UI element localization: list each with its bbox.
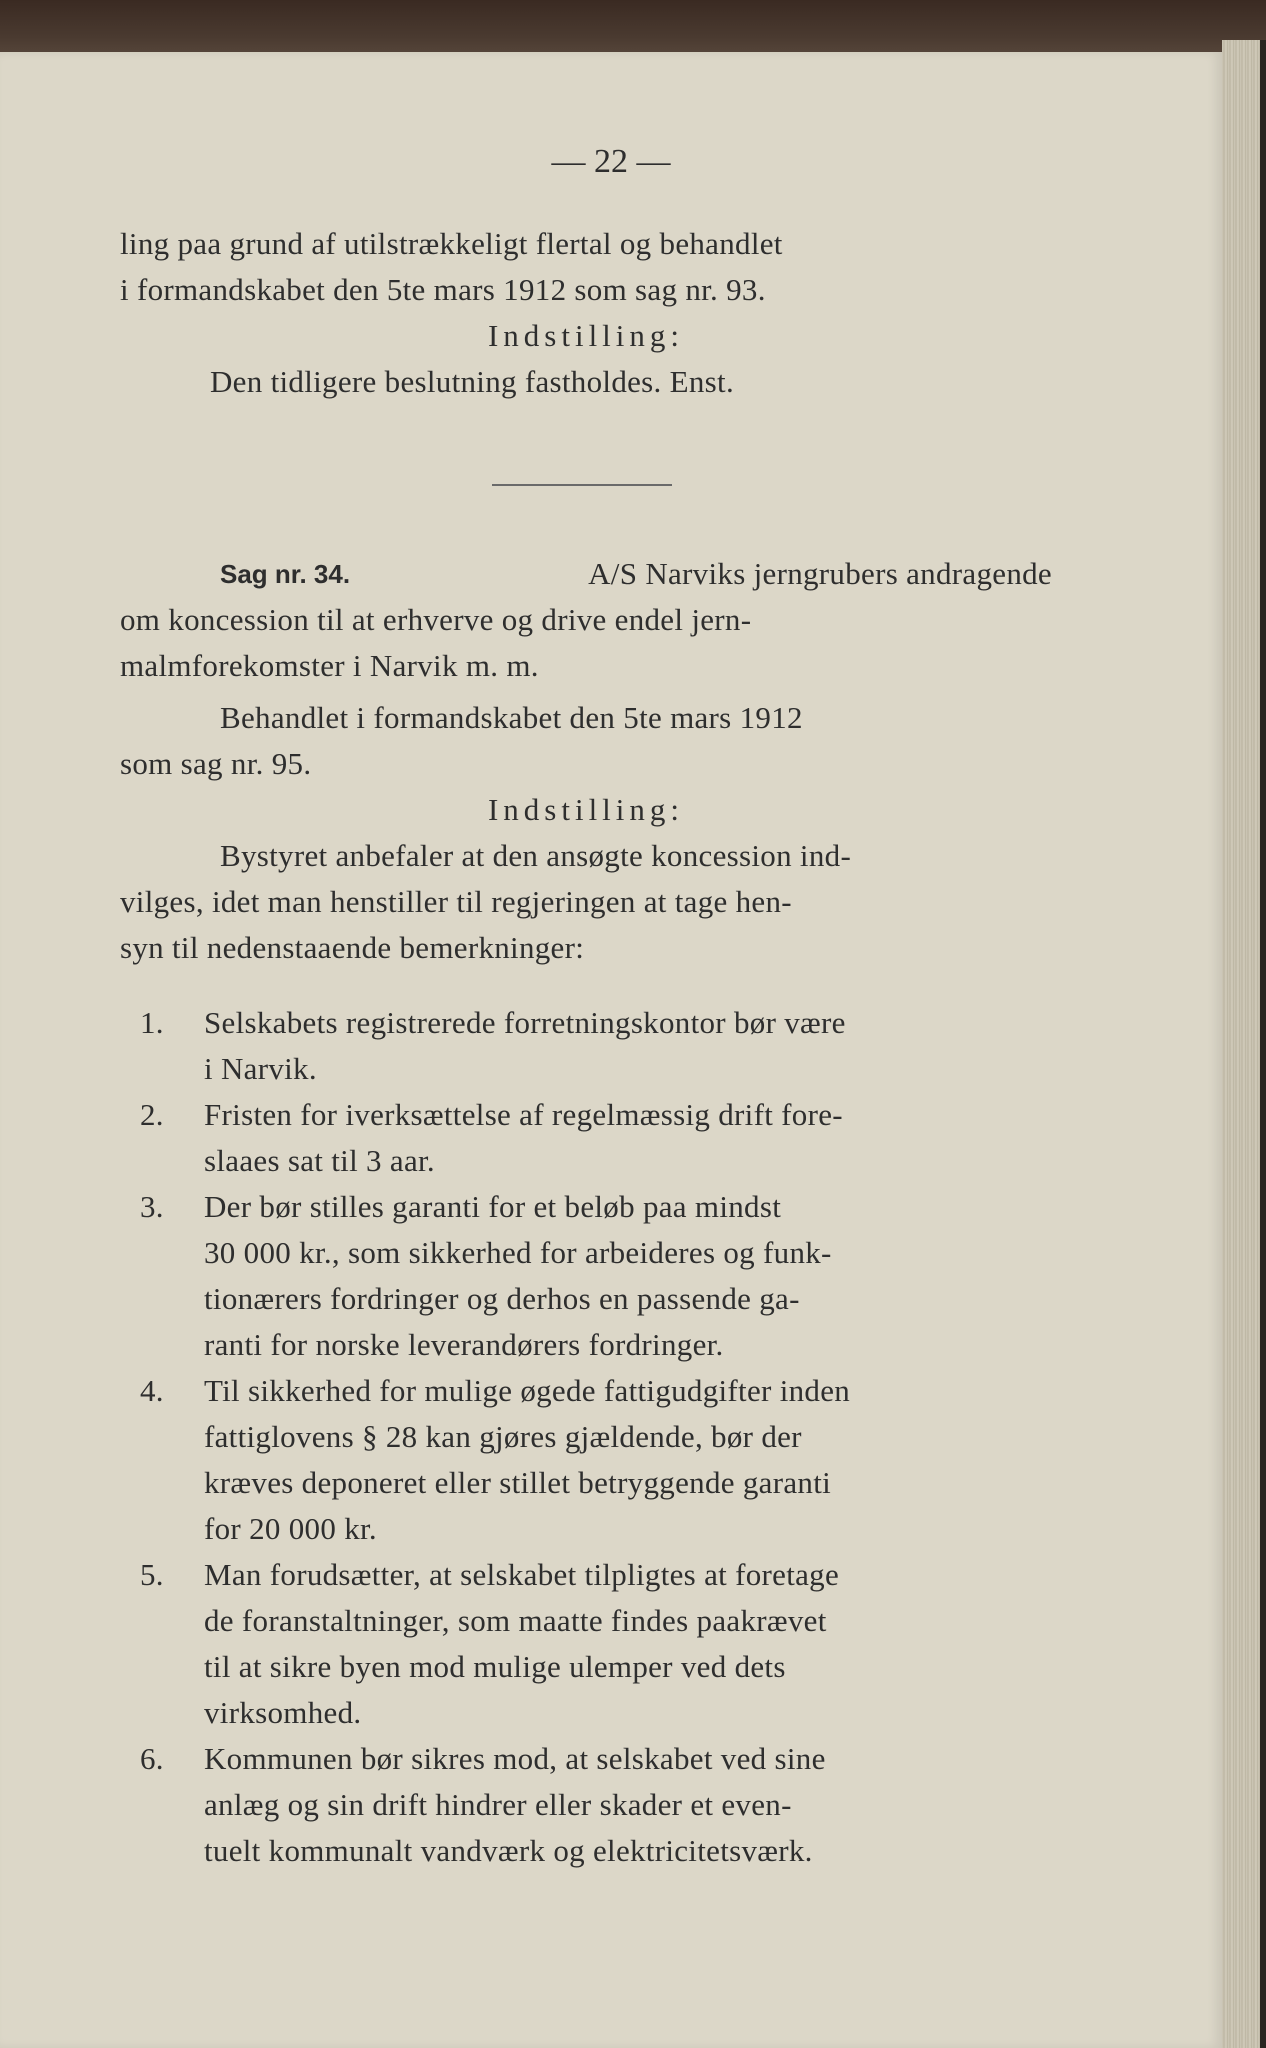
item-text: Fristen for iverksættelse af regelmæssig drift fore- slaaes sat til 3 aar.	[204, 1097, 843, 1178]
list-item	[140, 1552, 1052, 1736]
list-item	[140, 1736, 1052, 1874]
text-line: ling paa grund af utilstrækkeligt flertal og behandlet	[120, 226, 783, 261]
item-number: 1.	[140, 1005, 164, 1040]
text-line: malmforekomster i Narvik m. m.	[120, 648, 539, 683]
list-item	[140, 1092, 1052, 1184]
text-line: Bystyret anbefaler at den ansøgte koncession ind-	[220, 838, 852, 873]
text-line: Behandlet i formandskabet den 5te mars 1912	[220, 700, 803, 735]
list-item	[140, 1368, 1052, 1552]
item-text: Man forudsætter, at selskabet tilpligtes at foretage de foranstaltninger, som maatte findes paakrævet til at sikre byen mod mulige ulemper ved dets virksomhed.	[204, 1557, 840, 1730]
list-item	[140, 1000, 1052, 1092]
item-text: Der bør stilles garanti for et beløb paa mindst 30 000 kr., som sikkerhed for arbeideres og funk- tionærers fordringer og derhos en passende ga- ranti for norske leverandørers fordringer.	[204, 1189, 832, 1362]
text-line: om koncession til at erhverve og drive endel jern-	[120, 602, 752, 637]
case-34-section	[120, 551, 1052, 971]
item-number: 5.	[140, 1557, 164, 1592]
previous-case-continuation	[120, 221, 1052, 405]
item-number: 6.	[140, 1741, 164, 1776]
item-text: Kommunen bør sikres mod, at selskabet ved sine anlæg og sin drift hindrer eller skader et even- tuelt kommunalt vandværk og elektricitetsværk.	[204, 1741, 826, 1868]
item-text: Selskabets registrerede forretningskontor bør være i Narvik.	[204, 1005, 846, 1086]
text-line: i formandskabet den 5te mars 1912 som sag nr. 93.	[120, 272, 766, 307]
case-title-first: A/S Narviks jerngrubers andragende	[588, 556, 1052, 591]
item-number: 3.	[140, 1189, 164, 1224]
case-number-label: Sag nr. 34.	[220, 559, 351, 589]
text-line: syn til nedenstaaende bemerkninger:	[120, 930, 585, 965]
indstilling-heading: Indstilling:	[487, 318, 685, 353]
item-number: 4.	[140, 1373, 164, 1408]
section-divider	[492, 484, 672, 486]
indstilling-heading: Indstilling:	[487, 792, 685, 827]
list-item	[140, 1184, 1052, 1368]
item-text: Til sikkerhed for mulige øgede fattigudgifter inden fattiglovens § 28 kan gjøres gjældende, bør der kræves deponeret eller stillet betryggende garanti for 20 000 kr.	[204, 1373, 851, 1546]
text-line: som sag nr. 95.	[120, 746, 312, 781]
page-number: — 22 —	[551, 143, 671, 180]
text-line: vilges, idet man henstiller til regjeringen at tage hen-	[120, 884, 792, 919]
conclusion-text: Den tidligere beslutning fastholdes. Enst.	[210, 364, 735, 399]
case-title-line	[120, 551, 1052, 597]
remarks-list	[140, 1000, 1052, 1874]
item-number: 2.	[140, 1097, 164, 1132]
book-cover-edge	[1260, 40, 1266, 2048]
